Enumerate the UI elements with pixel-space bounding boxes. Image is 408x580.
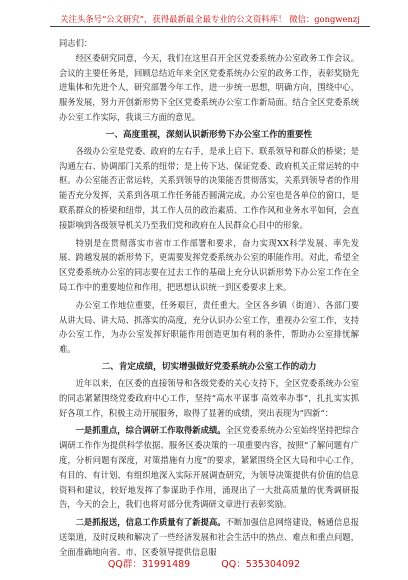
paragraph-importance: 办公室工作地位重要，任务艰巨，责任重大。全区各乡镇（街道）、各部门要从讲大局、讲大局、抓落实的高度，充分认识办公室工作，重视办公室工作，支持办公室工作，为办公室发挥好职能作用创造更加有利的条件，帮助办公室排忧解难。 (59, 299, 359, 355)
paragraph-intro: 经区委研究同意，今天，我们在这里召开全区党委系统办公室政务工作会议。会议的主要任务是，回顾总结近年来全区党委系统办公室的政务工作，表彰奖励先进集体和先进个人，研究部署今年工作，进一步统一思想，明确方向，围绕中心，服务发展，努力开创新形势下全区党委系统办公室工作新局面。结合全区党委系统办公室工作实际，我谈三方面的意见。 (59, 52, 359, 122)
footer-qq-group: QQ群：31991489 (107, 559, 191, 570)
paragraph-information (59, 515, 359, 559)
information-text: 不断加强信息网络建设，畅通信息报送渠道，及时反映和解决了一些经济发展和社会生活中的热点、难点和重点问题，全面准确地向省、市、区委领导提供信息服 (59, 517, 359, 557)
page-header (50, 12, 370, 27)
paragraph-role: 各级办公室是党委、政府的左右手，是承上启下、联系领导和群众的桥梁；是沟通左右、协调部门关系的纽带；是上传下达、保证党委、政府机关正常运转的中枢。办公室能否正常运转，关系到领导的决策能否贯彻落实，关系到领导者的作用能否充分发挥，关系到各项工作任务能否圆满完成。办公室也是各单位的窗口，是联系群众的桥梁和纽带，其工作人员的政治素质、工作作风和业务水平如何，会直接影响到各级领导机关乃至我们党和政府在人民群众心目中的形象。 (59, 145, 359, 230)
greeting: 同志们： (59, 38, 93, 48)
section-heading-2: 二、肯定成绩，切实增强做好党委系统办公室工作的动力 (101, 361, 317, 372)
research-lead: 一是抓重点，综合调研工作取得新成绩。 (75, 425, 226, 436)
paragraph-new-situation: 特别是在贯彻落实市省市工作部署和要求，奋力实现XX科学发展、率先发展、跨越发展的新形势下，更需要发挥党委系统办公室的职能作用。对此，希望全区党委系统办公室的同志要在过去工作的基础上充分认识新形势下办公室工作在全局工作中的重要地位和作用，把思想认识统一到区委要求上来。 (59, 237, 359, 292)
information-lead: 二是抓报送，信息工作质量有了新提高。 (75, 517, 226, 528)
section-heading-1: 一、高度重视，深刻认识新形势下办公室工作的重要性 (105, 129, 313, 140)
page-footer (0, 556, 408, 570)
document-body (59, 36, 359, 560)
footer-qq: QQ：535304092 (221, 559, 301, 570)
paragraph-achievements: 近年以来，在区委的直接领导和各级党委的关心支持下，全区党委系统办公室的同志紧紧围绕党委政府中心工作，坚持“高水平谋事 高效率办事”，扎扎实实抓好各项工作，积极主动开展服务，取得了显著的成绩，突出表现为“四新”： (59, 377, 359, 418)
header-text: 关注头条号“公文研究”，获得最新最全最专业的公文资料库！ 微信：gongwenzj (60, 14, 360, 24)
paragraph-research (59, 423, 359, 512)
research-text: 全区党委系统办公室始终坚持把综合调研工作作为提供科学依据、服务区委决策的一项重要内容，按照“了解问题有广度，分析问题有深度，对策措施有力度”的要求，紧紧围绕全区大局和中心工作，有目的、有计划、有组织地深入实际开展调查研究，为领导决策提供有价值的信息资料和建议，较好地发挥了参谋助手作用，涌现出了一大批高质量的优秀调研报告，今天的会上，我们也将对部分优秀调研文章进行表彰奖励。 (59, 425, 359, 510)
